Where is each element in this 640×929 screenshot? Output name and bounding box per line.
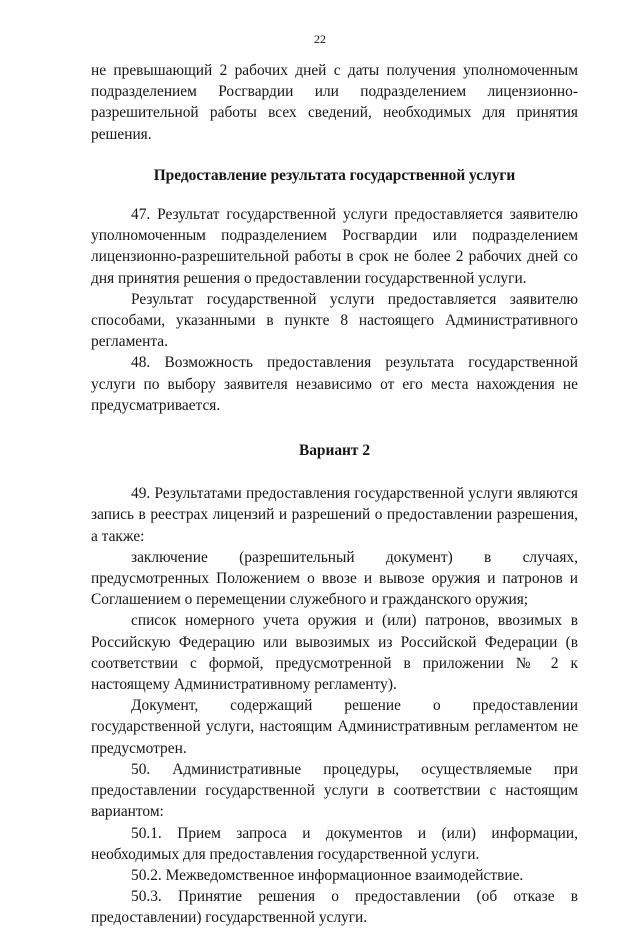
section-heading-result: Предоставление результата государственной услуги — [153, 166, 516, 184]
page-number: 22 — [314, 32, 326, 46]
section-heading-variant-2: Вариант 2 — [298, 442, 371, 460]
paragraph-50-1: 50.1. Прием запроса и документов и (или) информации, необходимых для предоставления государственной услуги. — [91, 824, 578, 863]
paragraph-48: 48. Возможность предоставления результата государственной услуги по выбору заявителя независимо от его места нахождения не предусматривается. — [91, 354, 578, 414]
paragraph-49-conclusion: заключение (разрешительный документ) в случаях, предусмотренных Положением о ввозе и вывозе оружия и патронов и Соглашением о перемещении служебного и гражданского оружия; — [91, 548, 578, 609]
paragraph-49-list: список номерного учета оружия и (или) патронов, ввозимых в Российскую Федерацию или вывозимых из Российской Федерации (в соответствии с формой, предусмотренной в приложении № 2 к настоящему Административному регламенту). — [91, 612, 578, 694]
document-body — [91, 60, 578, 929]
paragraph-49-document: Документ, содержащий решение о предоставлении государственной услуги, настоящим Административным регламентом не предусмотрен. — [91, 697, 578, 757]
paragraph-47-methods: Результат государственной услуги предоставляется заявителю способами, указанными в пункте 8 настоящего Административного регламента. — [91, 290, 578, 351]
paragraph-50-2: 50.2. Межведомственное информационное взаимодействие. — [131, 866, 524, 884]
paragraph-continuation: не превышающий 2 рабочих дней с даты получения уполномоченным подразделением Росгвардии или подразделением лицензионно-разрешительной работы всех сведений, необходимых для принятия решения. — [91, 62, 578, 143]
paragraph-49: 49. Результатами предоставления государственной услуги являются запись в реестрах лицензий и разрешений о предоставлении разрешения, а также: — [91, 485, 578, 545]
paragraph-47: 47. Результат государственной услуги предоставляется заявителю уполномоченным подразделением Росгвардии или подразделением лицензионно-разрешительной работы в срок не более 2 рабочих дней со дня принятия решения о предоставлении государственной услуги. — [91, 206, 578, 287]
paragraph-50-3: 50.3. Принятие решения о предоставлении (об отказе в предоставлении) государственной услуги. — [91, 888, 578, 927]
paragraph-50: 50. Административные процедуры, осуществляемые при предоставлении государственной услуги в соответствии с настоящим вариантом: — [91, 760, 578, 821]
